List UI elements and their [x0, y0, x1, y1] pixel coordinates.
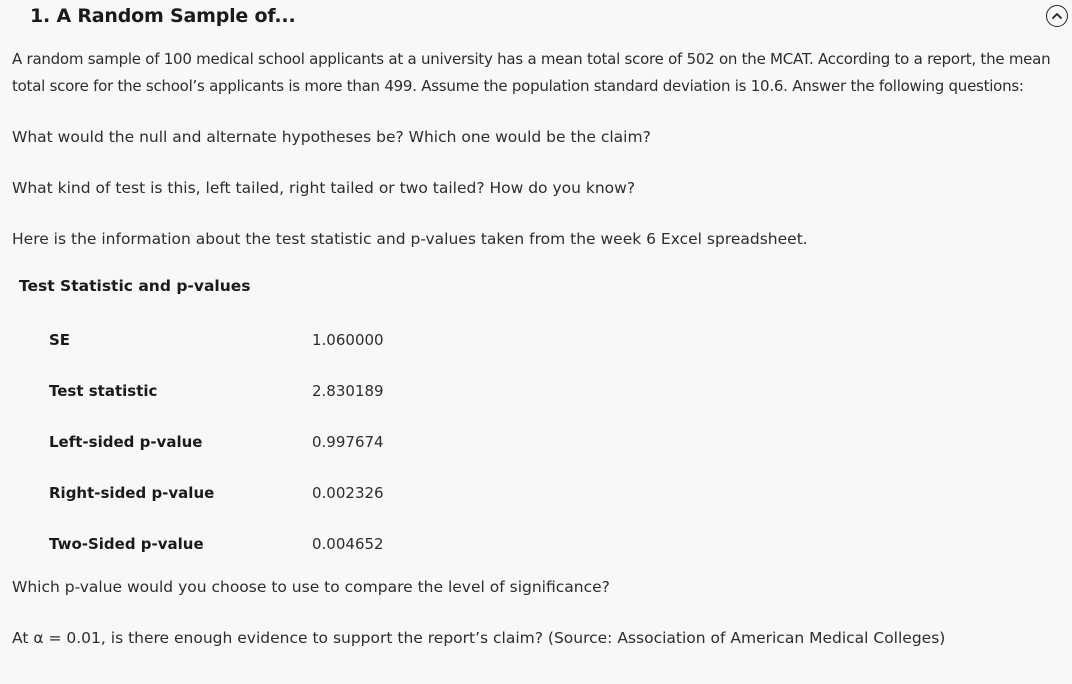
collapse-button[interactable]: [1046, 5, 1068, 27]
table-row: [49, 480, 649, 507]
stat-label-left-pvalue: Left-sided p-value: [49, 433, 203, 451]
stat-value-left-pvalue: 0.997674: [312, 433, 384, 451]
question-title: 1. A Random Sample of...: [30, 5, 296, 27]
table-row: [49, 327, 649, 354]
table-row: [49, 531, 649, 558]
question-header: [0, 0, 1072, 36]
hypotheses-question: What would the null and alternate hypotheses be? Which one would be the claim?: [12, 128, 651, 146]
evidence-question: At α = 0.01, is there enough evidence to support the report’s claim? (Source: Association of American Medical Colleges): [12, 629, 946, 647]
stat-label-right-pvalue: Right-sided p-value: [49, 484, 215, 502]
stat-value-right-pvalue: 0.002326: [312, 484, 384, 502]
stat-label-se: SE: [49, 331, 71, 349]
table-row: [49, 378, 649, 405]
stat-label-two-sided-pvalue: Two-Sided p-value: [49, 535, 204, 553]
stats-table-title: Test Statistic and p-values: [19, 277, 251, 295]
stat-value-se: 1.060000: [312, 331, 384, 349]
tail-type-question: What kind of test is this, left tailed, right tailed or two tailed? How do you know?: [12, 179, 636, 197]
stat-value-two-sided-pvalue: 0.004652: [312, 535, 384, 553]
chevron-up-icon: [1051, 10, 1063, 22]
which-pvalue-question: Which p-value would you choose to use to compare the level of significance?: [12, 578, 610, 596]
info-paragraph: Here is the information about the test statistic and p-values taken from the week 6 Excel spreadsheet.: [12, 230, 808, 248]
table-row: [49, 429, 649, 456]
stat-value-test-statistic: 2.830189: [312, 382, 384, 400]
intro-paragraph: A random sample of 100 medical school applicants at a university has a mean total score of 502 on the MCAT. According to a report, the mean total score for the school’s applicants is more than 499. Assume the population standard deviation is 10.6. Answer the following questions:: [12, 50, 1051, 95]
stat-label-test-statistic: Test statistic: [49, 382, 158, 400]
